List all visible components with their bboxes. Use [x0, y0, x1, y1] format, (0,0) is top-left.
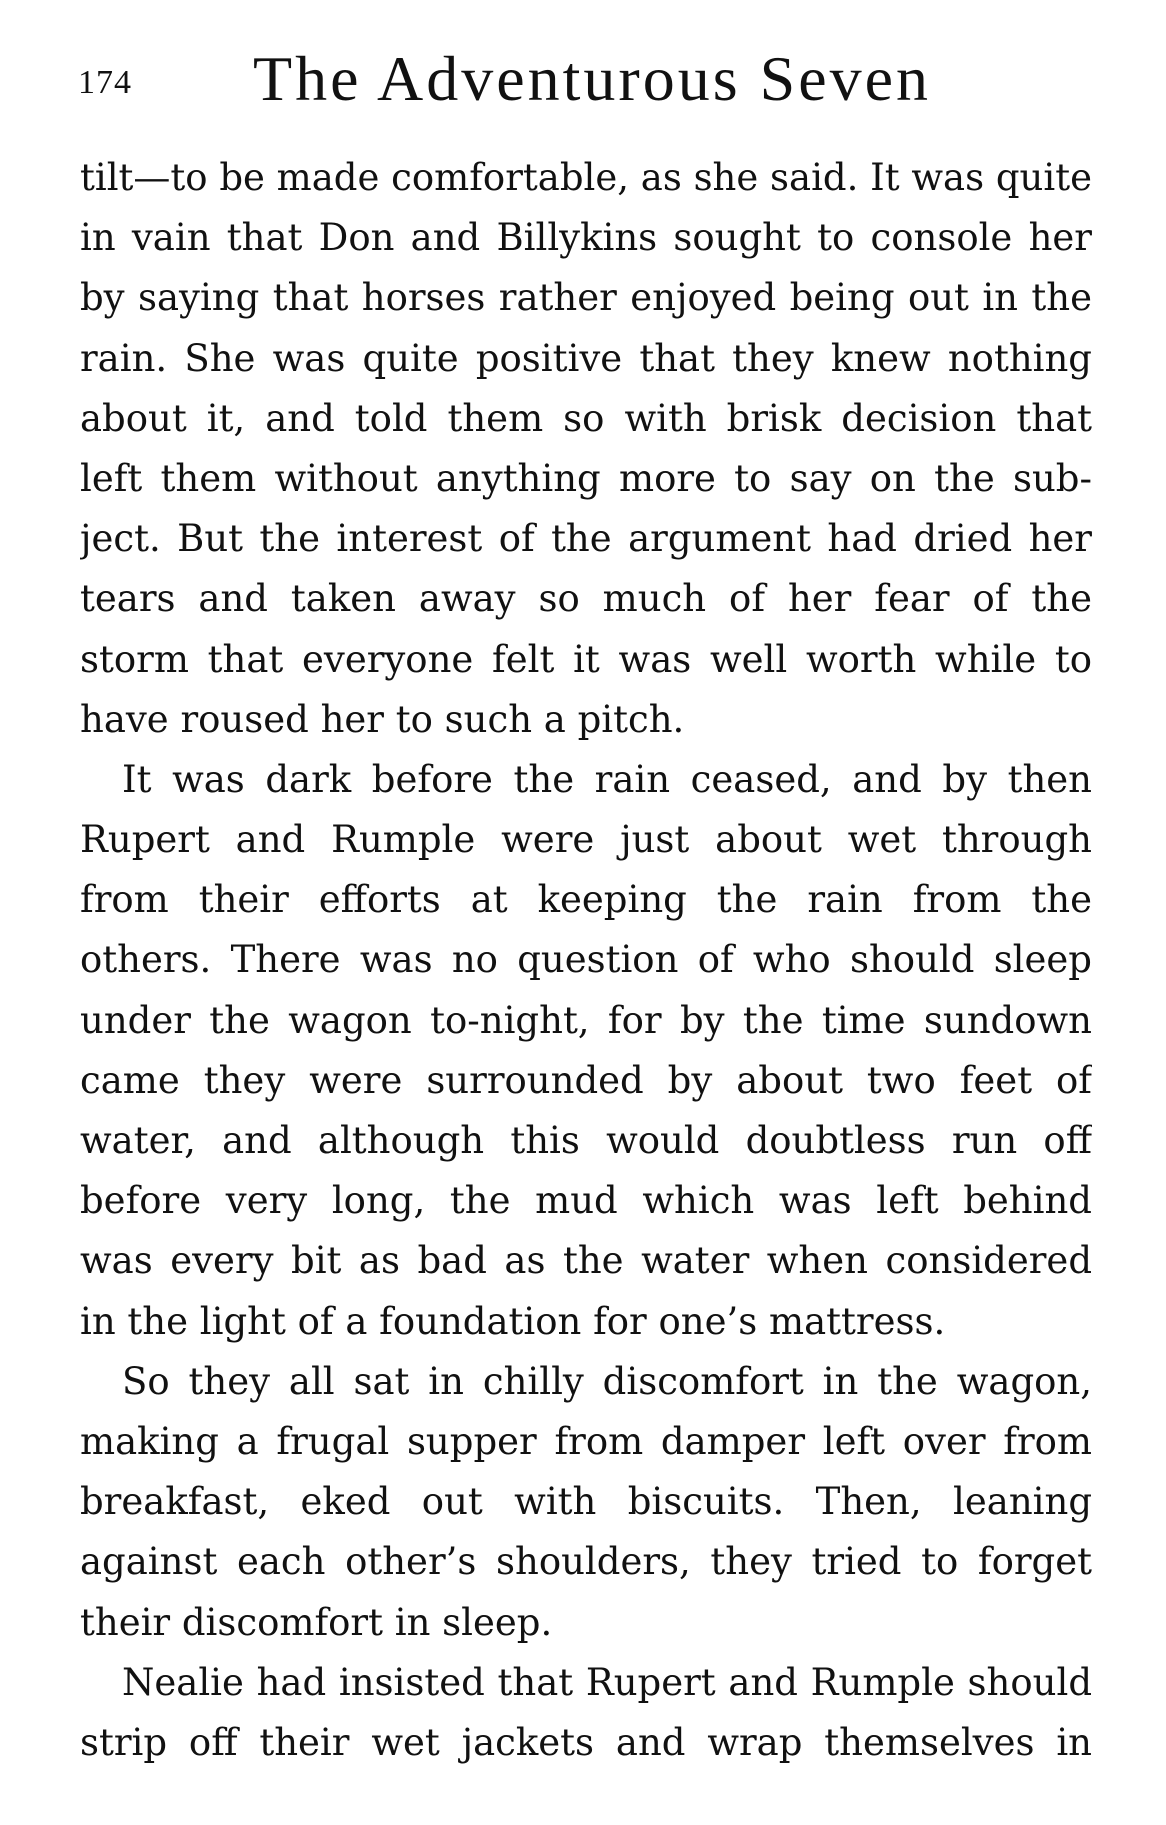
text-line: in the light of a foundation for one’s mattress. — [80, 1299, 946, 1343]
text-line: breakfast, eked out with biscuits. Then, leaning — [80, 1480, 1092, 1524]
text-line: ject. But the interest of the argument had dried her — [80, 517, 1092, 561]
running-title: The Adventurous Seven — [253, 43, 931, 114]
text-line: water, and although this would doubtless run off — [80, 1119, 1092, 1162]
text-line: came they were surrounded by about two feet of — [80, 1058, 1092, 1102]
text-line: against each other’s shoulders, they tried to forget — [80, 1540, 1092, 1584]
text-line: rain. She was quite positive that they knew nothing — [80, 336, 1092, 380]
paragraph-first-line: It was dark before the rain ceased, and by then — [122, 757, 1092, 801]
text-line: in vain that Don and Billykins sought to console her — [80, 216, 1092, 260]
text-line: by saying that horses rather enjoyed being out in the — [80, 276, 1092, 320]
text-line: storm that everyone felt it was well worth while to — [80, 637, 1092, 681]
paragraph-first-line: Nealie had insisted that Rupert and Rumple should — [122, 1660, 1092, 1704]
text-line: under the wagon to-night, for by the time sundown — [80, 998, 1092, 1042]
body-text — [80, 148, 1092, 1773]
page-header — [78, 42, 1088, 122]
text-line: Rupert and Rumple were just about wet through — [80, 818, 1092, 862]
text-line: tears and taken away so much of her fear of the — [80, 577, 1092, 621]
text-line: left them without anything more to say on the sub- — [80, 456, 1092, 500]
text-line: have roused her to such a pitch. — [80, 697, 685, 741]
text-line: strip off their wet jackets and wrap themselves in — [80, 1720, 1092, 1764]
page-number: 174 — [78, 64, 132, 101]
text-line: before very long, the mud which was left behind — [80, 1179, 1092, 1223]
text-line: tilt—to be made comfortable, as she said. It was quite — [80, 156, 1092, 199]
text-line: from their efforts at keeping the rain from the — [80, 878, 1092, 922]
text-line: making a frugal supper from damper left over from — [80, 1419, 1092, 1463]
text-line: others. There was no question of who should sleep — [80, 938, 1092, 982]
text-line: their discomfort in sleep. — [80, 1600, 553, 1644]
paragraph-first-line: So they all sat in chilly discomfort in the wagon, — [122, 1359, 1092, 1403]
text-line: about it, and told them so with brisk decision that — [80, 396, 1092, 440]
text-line: was every bit as bad as the water when considered — [80, 1239, 1092, 1283]
